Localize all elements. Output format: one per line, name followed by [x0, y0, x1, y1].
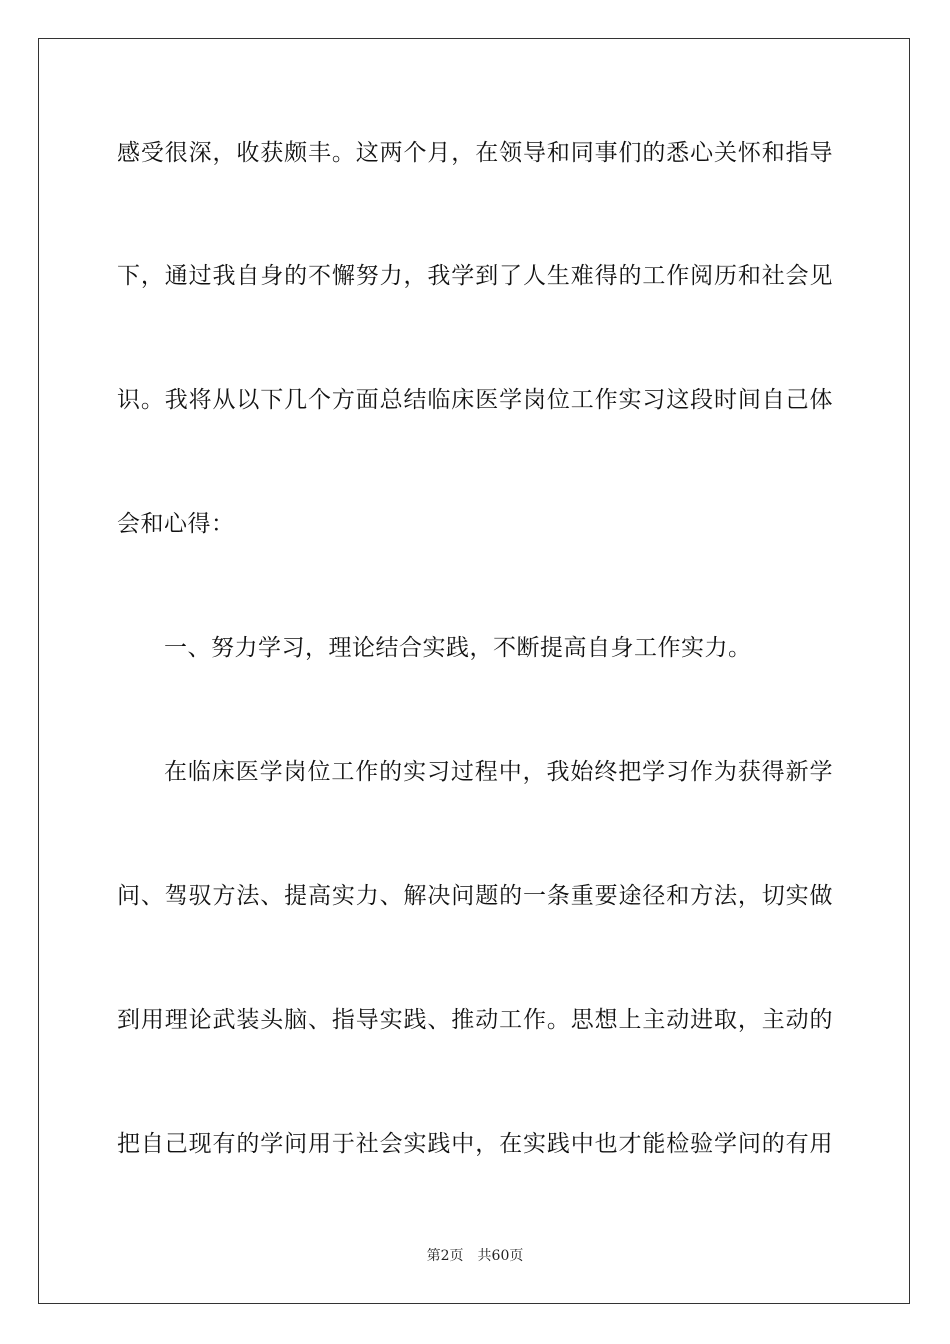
- page-footer: [0, 1246, 950, 1266]
- paragraph-line-2: 下，通过我自身的不懈努力，我学到了人生难得的工作阅历和社会见: [117, 263, 833, 289]
- page-number: 第2页: [426, 1248, 464, 1264]
- page-border: [38, 38, 910, 1304]
- paragraph-line-8: 到用理论武装头脑、指导实践、推动工作。思想上主动进取，主动的: [117, 1007, 833, 1033]
- paragraph-line-4: 会和心得：: [117, 511, 235, 537]
- paragraph-line-9: 把自己现有的学问用于社会实践中，在实践中也才能检验学问的有用: [117, 1131, 833, 1157]
- paragraph-line-7: 问、驾驭方法、提高实力、解决问题的一条重要途径和方法，切实做: [117, 883, 833, 909]
- paragraph-line-6: 在临床医学岗位工作的实习过程中，我始终把学习作为获得新学: [164, 759, 833, 785]
- paragraph-line-3: 识。我将从以下几个方面总结临床医学岗位工作实习这段时间自己体: [117, 387, 833, 413]
- paragraph-line-1: 感受很深，收获颇丰。这两个月，在领导和同事们的悉心关怀和指导: [117, 140, 833, 166]
- section-heading: 一、努力学习，理论结合实践，不断提高自身工作实力。: [164, 635, 752, 661]
- page-total: 共60页: [477, 1248, 524, 1264]
